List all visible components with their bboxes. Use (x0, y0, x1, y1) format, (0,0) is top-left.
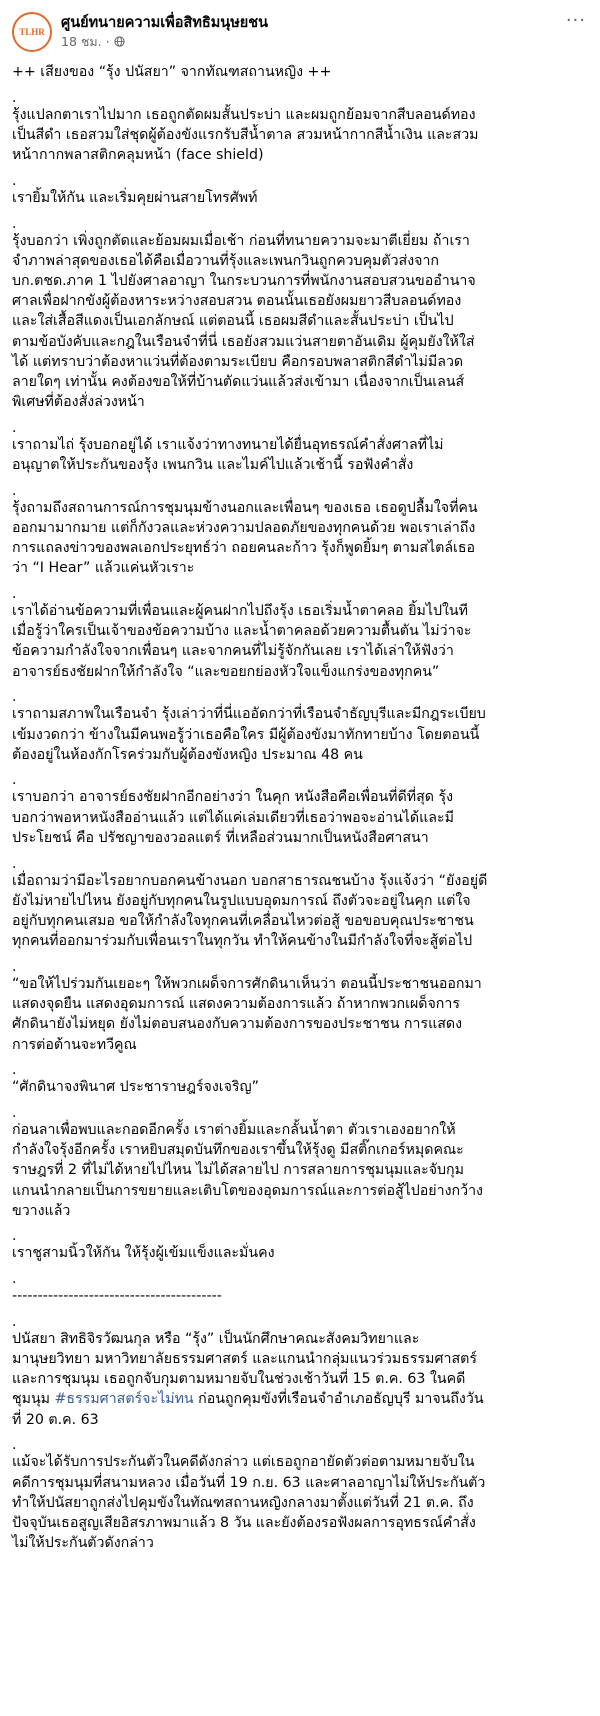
post-paragraph: . (12, 172, 17, 189)
post-paragraph: . (12, 958, 17, 975)
post-paragraph: . (12, 1437, 17, 1454)
bio-text-after: ก่อนถูกคุมขังที่เรือนจำอำเภอธัญบุรี มาจนถึงวัน ที่ 20 ต.ค. 63 (12, 1391, 484, 1428)
post-paragraph: . (12, 1228, 17, 1245)
post-header-text (61, 14, 588, 50)
post-paragraph: แม้จะได้รับการประกันตัวในคดีดังกล่าว แต่เธอถูกอายัดตัวต่อตามหมายจับใน คดีการชุมนุมที่สนามหลวง เมื่อวันที่ 19 ก.ย. 63 และศาลอาญาไม่ให้ประกันตัว ทำให้ปนัสยาถูกส่งไปคุมขังในทัณฑสถานหญิงกลางมาตั้งแต่วันที่ 21 ต.ค. ถึง ปัจจุบันเธอสูญเสียอิสรภาพมาแล้ว 8 วัน และยังต้องรอฟังผลการอุทธรณ์คำสั่ง ไม่ให้ประกันตัวดังกล่าว (12, 1454, 486, 1552)
post-paragraph: เราถามสภาพในเรือนจำ รุ้งเล่าว่าที่นี่แออัดกว่าที่เรือนจำธัญบุรีและมีกฎระเบียบ เข้มงวดกว่า ข้างในมีคนพอรู้ว่าเธอคือใคร มีผู้ต้องขังมาทักทายบ้าง โดยตอนนี้ ต้องอยู่ในห้องกักโรคร่วมกับผู้ต้องขังหญิง ประมาณ 48 คน (12, 706, 486, 763)
post-paragraph: . (12, 855, 17, 872)
post-paragraph: . (12, 1313, 17, 1330)
post-paragraph: . (12, 586, 17, 603)
divider-text: ----------------------------------------- (12, 1288, 222, 1305)
post-paragraph: . (12, 1104, 17, 1121)
bio-text-before: ปนัสยา สิทธิจิรวัฒนกุล หรือ “รุ้ง” เป็นนักศึกษาคณะสังคมวิทยาและ มานุษยวิทยา มหาวิทยาลัยธรรมศาสตร์ และแกนนำกลุ่มแนวร่วมธรรมศาสตร์ และการชุมนุม เธอถูกจับกุมตามหมายจับในช่วงเช้าวันที่ 15 ต.ค. 63 ในคดี ชุมนุม (12, 1330, 477, 1408)
post-paragraph: . (12, 772, 17, 789)
avatar-logo-text: TLHR (19, 27, 45, 37)
post-paragraph: รุ้งบอกว่า เพิ่งถูกตัดและย้อมผมเมื่อเช้า ก่อนที่ทนายความจะมาตีเยี่ยม ถ้าเรา จำภาพล่าสุดของเธอได้คือเมื่อวานที่รุ้งและเพนกวินถูกควบคุมตัวส่งจาก บก.ตชด.ภาค 1 ไปยังศาลอาญา ในกระบวนการที่พนักงานสอบสวนขออำนาจ ศาลเพื่อฝากขังผู้ต้องหาระหว่างสอบสวน ตอนนั้นเธอยังผมยาวสีบลอนด์ทอง และใส่เสื้อสีแดงเป็นเอกลักษณ์ แต่ตอนนี้ เธอผมสีดำและสั้นประบ่า เป็นไป ตามข้อบังคับและกฎในเรือนจำที่นี่ เธอยังสวมแว่นสายตาอันเดิม ผู้คุมยังให้ใส่ ได้ แต่ทราบว่าต้องหาแว่นที่ต้องตามระเบียบ คือกรอบพลาสติกสีดำไม่มีลวด ลายใดๆ เท่านั้น คงต้องขอให้ที่บ้านตัดแว่นแล้วส่งเข้ามา เนื่องจากเป็นเลนส์ พิเศษที่ต้องสั่งล่วงหน้า (12, 232, 476, 411)
post-paragraph: “ศักดินาจงพินาศ ประชาราษฎร์จงเจริญ” (12, 1079, 259, 1096)
post-paragraph: “ขอให้ไปร่วมกันเยอะๆ ให้พวกเผด็จการศักดินาเห็นว่า ตอนนี้ประชาชนออกมา แสดงจุดยืน แสดงอุดมการณ์ แสดงความต้องการแล้ว ถ้าหากพวกเผด็จการ ศักดินายังไม่หยุด ยังไม่ตอบสนองกับความต้องการของประชาชน การแสดง การต่อต้านจะทวีคูณ (12, 975, 482, 1053)
post-paragraph: . (12, 689, 17, 706)
more-options-icon[interactable]: ··· (565, 10, 586, 31)
meta-separator: · (105, 34, 110, 49)
post-header (12, 0, 588, 60)
post-paragraph: . (12, 482, 17, 499)
page-avatar[interactable] (12, 12, 52, 52)
post-paragraph: เรายิ้มให้กัน และเริ่มคุยผ่านสายโทรศัพท์ (12, 189, 258, 206)
post-paragraph: . (12, 1271, 17, 1288)
post-paragraph: เราบอกว่า อาจารย์ธงชัยฝากอีกอย่างว่า ในคุก หนังสือคือเพื่อนที่ดีที่สุด รุ้ง บอกว่าพอหาหนังสืออ่านแล้ว แต่ได้แค่เล่มเดียวที่เธอว่าพอจะอ่านได้และมี ประโยชน์ คือ ปรัชญาของวอลแตร์ ที่เหลือส่วนมากเป็นหนังสือศาสนา (12, 789, 454, 846)
post-meta (61, 33, 588, 50)
post-paragraph: เราได้อ่านข้อความที่เพื่อนและผู้คนฝากไปถึงรุ้ง เธอเริ่มน้ำตาคลอ ยิ้มไปในที เมื่อรู้ว่าใครเป็นเจ้าของข้อความบ้าง และน้ำตาคลอด้วยความตื้นตัน ไม่ว่าจะ ข้อความกำลังใจจากเพื่อนๆ และจากคนที่ไม่รู้จักกันเลย เราได้เล่าให้ฟังว่า อาจารย์ธงชัยฝากให้กำลังใจ “และขอยกย่องหัวใจแข็งแกร่งของทุกคน” (12, 603, 472, 680)
globe-icon[interactable] (114, 36, 125, 47)
post-paragraph: . (12, 215, 17, 232)
bio-paragraph (12, 1329, 588, 1430)
post-paragraph: . (12, 89, 17, 106)
post-time[interactable]: 18 ชม. (61, 34, 102, 49)
hashtag-link[interactable]: #ธรรมศาสตร์จะไม่ทน (54, 1391, 194, 1408)
post-paragraph: รุ้งถามถึงสถานการณ์การชุมนุมข้างนอกและเพื่อนๆ ของเธอ เธอดูปลื้มใจที่คน ออกมามากมาย แต่ก็กังวลและห่วงความปลอดภัยของทุกคนด้วย พอเราเล่าถึง การแถลงข่าวของพลเอกประยุทธ์ว่า ถอยคนละก้าว รุ้งก็พูดยิ้มๆ ตามสไตล์เธอ ว่า “I Hear” แล้วแค่นหัวเราะ (12, 499, 478, 577)
post-paragraph: เราถามไถ่ รุ้งบอกอยู่ได้ เราแจ้งว่าทางทนายได้ยื่นอุทธรณ์คำสั่งศาลที่ไม่ อนุญาตให้ประกันของรุ้ง เพนกวิน และไมค์ไปแล้วเช้านี้ รอฟังคำสั่ง (12, 436, 444, 474)
post-paragraph: ก่อนลาเพื่อพบและกอดอีกครั้ง เราต่างยิ้มและกลั้นน้ำตา ตัวเราเองอยากให้ กำลังใจรุ้งอีกครั้ง เราหยิบสมุดบันทึกของเราขึ้นให้รุ้งดู มีสติ๊กเกอร์หมุดคณะ ราษฎรที่ 2 ที่ไม่ได้หายไปไหน ไม่ได้สลายไป การสลายการชุมนุมและจับกุม แกนนำกลายเป็นการขยายและเติบโตของอุดมการณ์และการต่อสู้ไปอย่างกว้าง ขวางแล้ว (12, 1121, 483, 1219)
post-paragraph: . (12, 1062, 17, 1079)
post-paragraph: รุ้งแปลกตาเราไปมาก เธอถูกตัดผมสั้นประบ่า และผมถูกย้อมจากสีบลอนด์ทอง เป็นสีดำ เธอสวมใส่ชุดผู้ต้องขังแรกรับสีน้ำตาล สวมหน้ากากสีน้ำเงิน และสวม หน้ากากพลาสติกคลุมหน้า (face shield) (12, 106, 479, 164)
post-paragraph: เมื่อถามว่ามีอะไรอยากบอกคนข้างนอก บอกสาธารณชนบ้าง รุ้งแจ้งว่า “ยังอยู่ดี ยังไม่หายไปไหน ยังอยู่กับทุกคนในรูปแบบอุดมการณ์ ถึงตัวจะอยู่ในคุก แต่ใจ อยู่กับทุกคนเสมอ ขอให้กำลังใจทุกคนที่เคลื่อนไหวต่อสู้ ขอขอบคุณประชาชน ทุกคนที่ออกมาร่วมกับเพื่อนเราในทุกวัน ทำให้คนข้างในมีกำลังใจที่จะสู้ต่อไป (12, 872, 488, 950)
post-paragraph: . (12, 419, 17, 436)
post-body (12, 62, 588, 1553)
page-name[interactable]: ศูนย์ทนายความเพื่อสิทธิมนุษยชน (61, 15, 269, 31)
post-paragraph: ++ เสียงของ “รุ้ง ปนัสยา” จากทัณฑสถานหญิง ++ (12, 64, 332, 80)
post-paragraph: เราชูสามนิ้วให้กัน ให้รุ้งผู้เข้มแข็งและมั่นคง (12, 1245, 275, 1262)
